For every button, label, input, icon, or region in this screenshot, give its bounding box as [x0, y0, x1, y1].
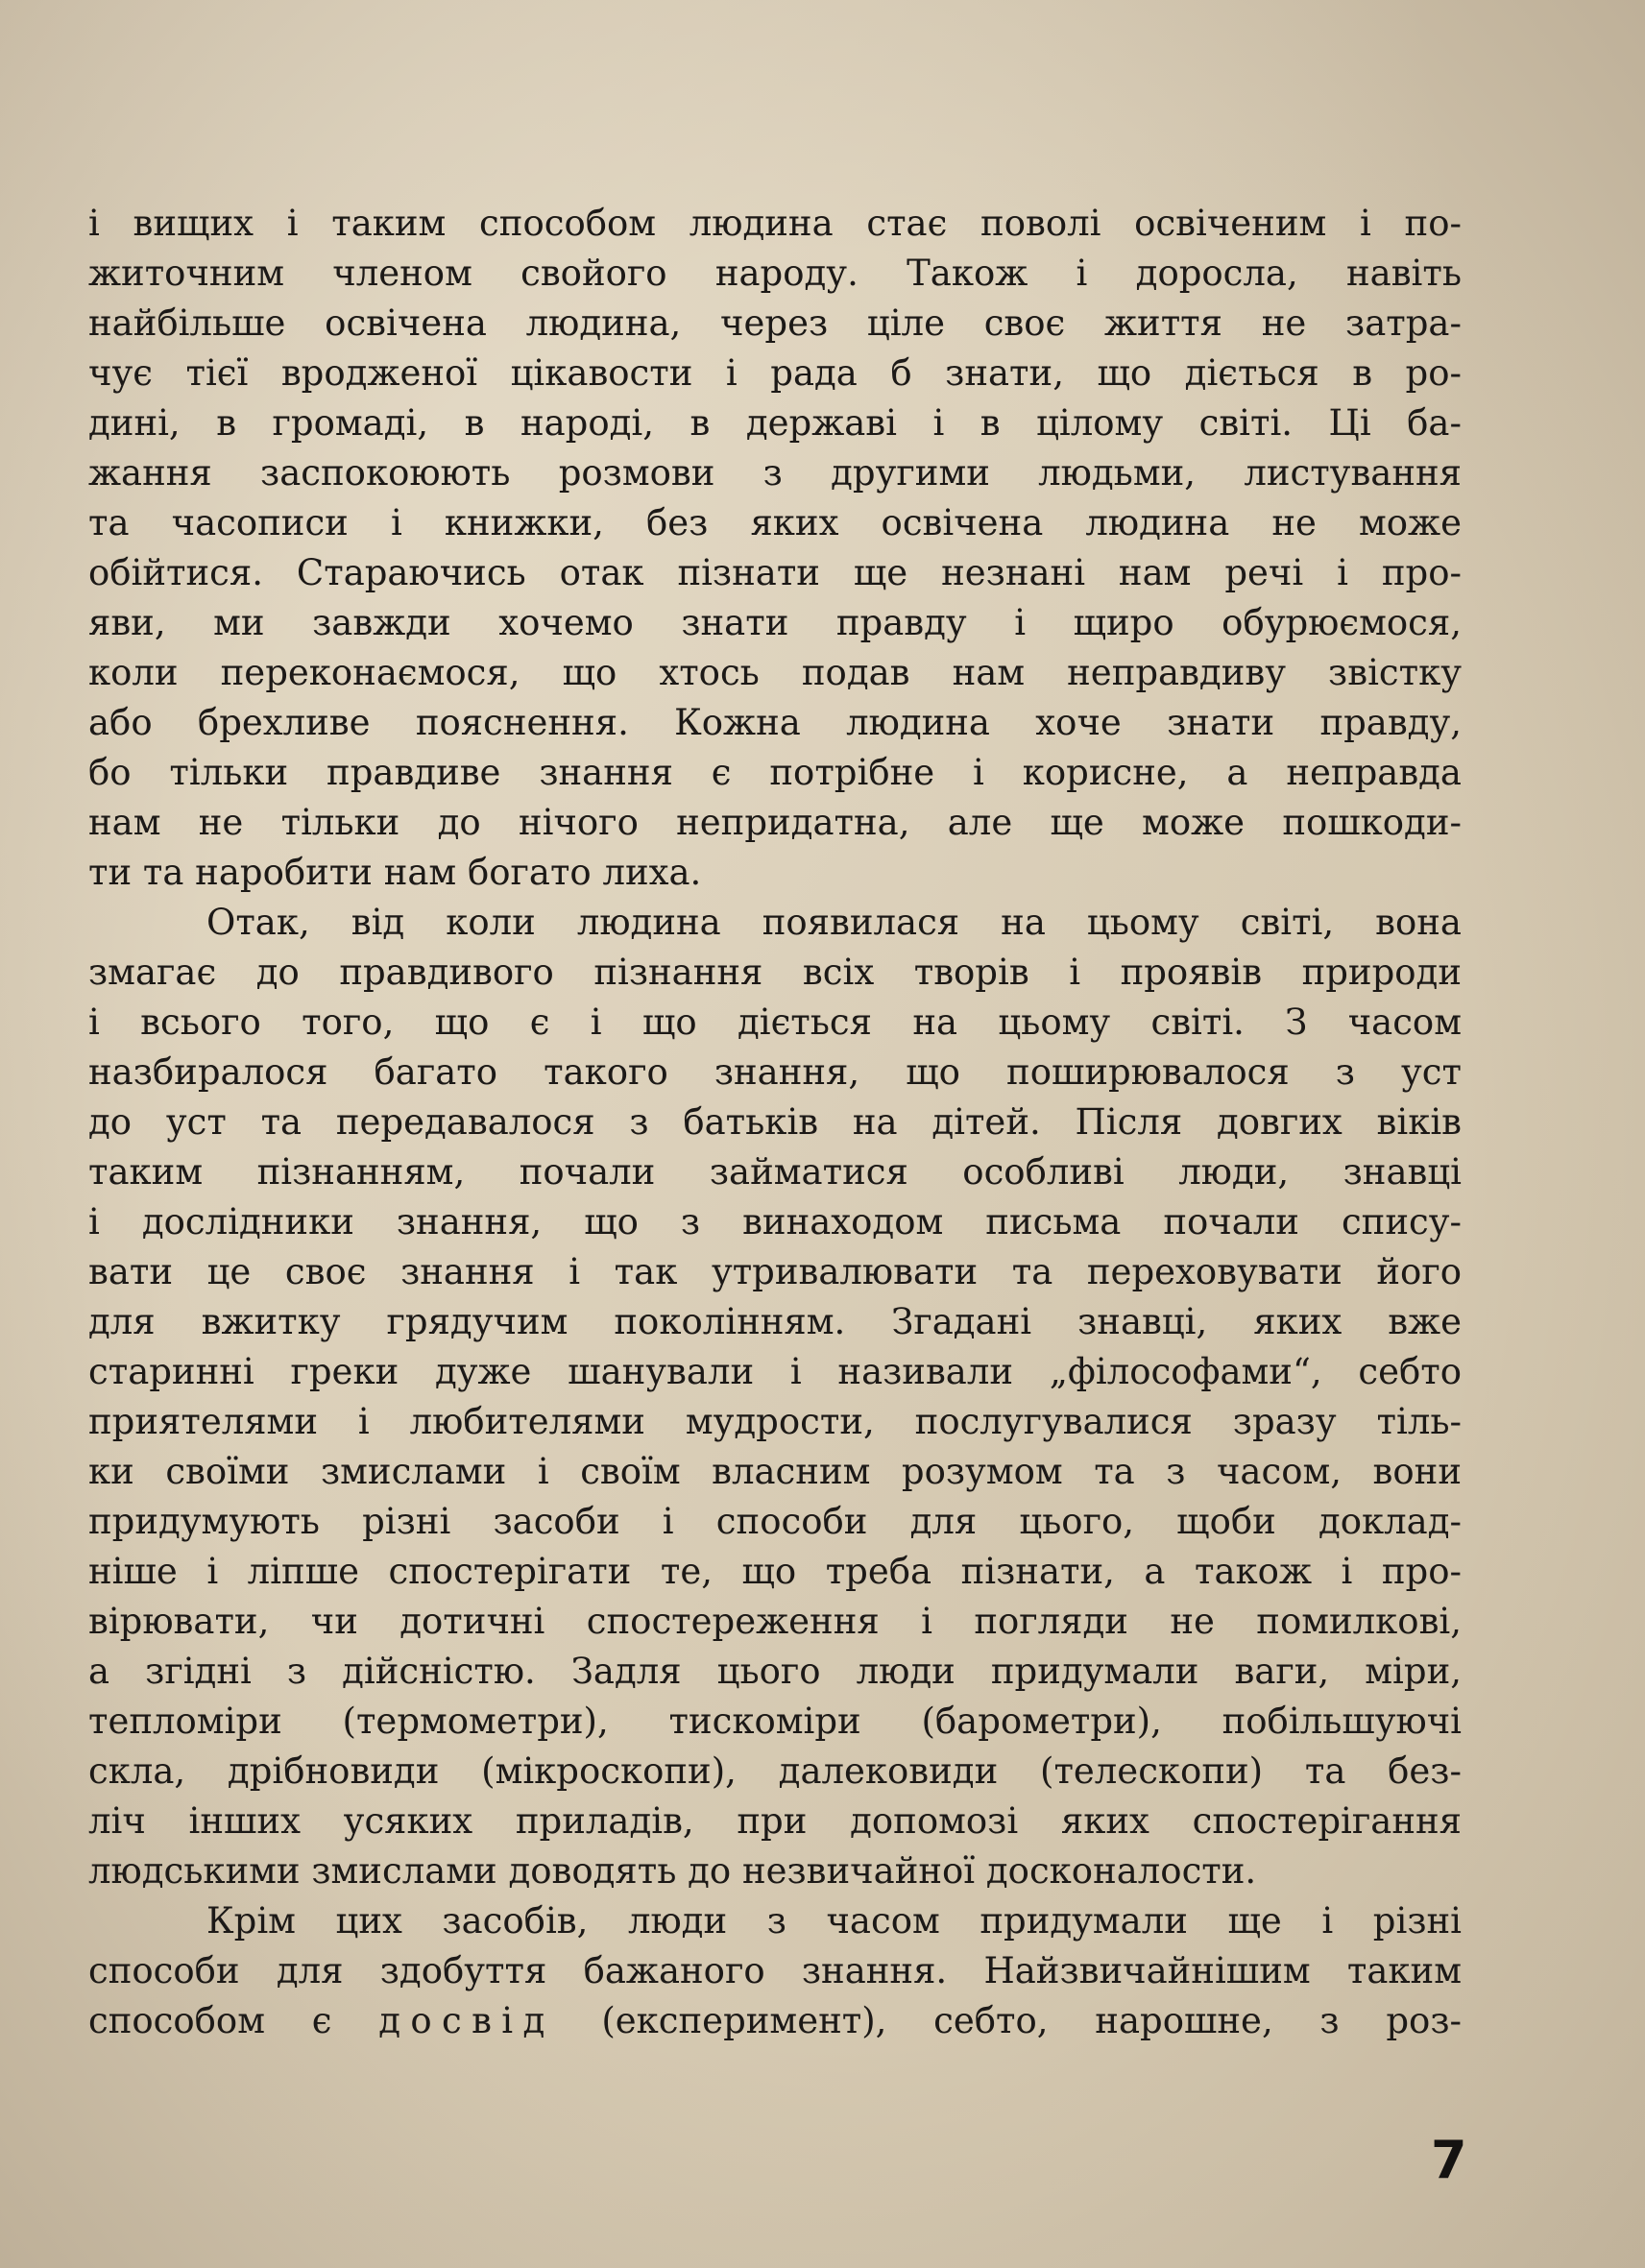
text-line: бо тільки правдиве знання є потрібне і корисне, а неправда: [88, 752, 1462, 793]
text-line: [88, 1996, 1462, 2046]
text-line: придумують різні засоби і способи для цього, щоби доклад-: [88, 1501, 1462, 1542]
text-line: тепломіри (термометри), тискоміри (барометри), побільшуючі: [88, 1701, 1462, 1742]
text-line: чує тієї вродженої цікавости і рада б знати, що діється в ро-: [88, 352, 1462, 394]
text-line: ти та наробити нам богато лиха.: [88, 852, 702, 893]
text-line: коли переконаємося, що хтось подав нам неправдиву звістку: [88, 652, 1462, 693]
text-line: та часописи і книжки, без яких освічена людина не може: [88, 502, 1462, 543]
text-fragment: способом є: [88, 2000, 332, 2041]
text-line: до уст та передавалося з батьків на дітей. Після довгих віків: [88, 1101, 1462, 1143]
text-line: Крім цих засобів, люди з часом придумали ще і різні: [206, 1900, 1462, 1942]
text-line: жання заспокоюють розмови з другими людьми, листування: [88, 452, 1462, 494]
text-line: і всього того, що є і що діється на цьому світі. З часом: [88, 1001, 1462, 1043]
text-line: або брехливе пояснення. Кожна людина хоче знати правду,: [88, 702, 1462, 743]
text-line: Отак, від коли людина появилася на цьому світі, вона: [206, 902, 1462, 943]
text-line: і дослідники знання, що з винаходом письма почали спису-: [88, 1201, 1462, 1243]
text-line: нам не тільки до нічого непридатна, але ще може пошкоди-: [88, 802, 1462, 843]
text-line: найбільше освічена людина, через ціле своє життя не затра-: [88, 302, 1462, 344]
text-line: скла, дрібновиди (мікроскопи), далековиди (телескопи) та без-: [88, 1750, 1462, 1792]
text-line: вірювати, чи дотичні спостереження і погляди не помилкові,: [88, 1601, 1462, 1642]
text-line: ніше і ліпше спостерігати те, що треба пізнати, а також і про-: [88, 1551, 1462, 1592]
text-line: таким пізнанням, почали займатися особливі люди, знавці: [88, 1151, 1462, 1193]
text-line: назбиралося багато такого знання, що поширювалося з уст: [88, 1051, 1462, 1093]
text-line: старинні греки дуже шанували і називали „філософами“, себто: [88, 1351, 1462, 1392]
text-line: дині, в громаді, в народі, в державі і в цілому світі. Ці ба-: [88, 402, 1462, 444]
text-line: а згідні з дійсністю. Задля цього люди придумали ваги, міри,: [88, 1651, 1462, 1692]
text-line: приятелями і любителями мудрости, послугувалися зразу тіль-: [88, 1401, 1462, 1442]
text-line: обійтися. Стараючись отак пізнати ще незнані нам речі і про-: [88, 552, 1462, 593]
page-number: 7: [1431, 2130, 1467, 2190]
text-line: ліч інших усяких приладів, при допомозі яких спостерігання: [88, 1800, 1462, 1842]
text-line: змагає до правдивого пізнання всіх творів і проявів природи: [88, 952, 1462, 993]
text-line: способи для здобуття бажаного знання. Найзвичайнішим таким: [88, 1950, 1462, 1991]
emphasized-term: досвід: [378, 2000, 555, 2041]
text-line: яви, ми завжди хочемо знати правду і щиро обурюємося,: [88, 602, 1462, 643]
text-line: людськими змислами доводять до незвичайної досконалости.: [88, 1850, 1257, 1892]
text-line: вати це своє знання і так утривалювати та переховувати його: [88, 1251, 1462, 1292]
text-line: житочним членом свойого народу. Також і доросла, навіть: [88, 253, 1462, 294]
text-line: ки своїми змислами і своїм власним розумом та з часом, вони: [88, 1451, 1462, 1492]
text-line: для вжитку грядучим поколінням. Згадані знавці, яких вже: [88, 1301, 1462, 1342]
text-fragment: (експеримент), себто, нарошне, з роз-: [601, 2000, 1462, 2041]
text-line: і вищих і таким способом людина стає поволі освіченим і по-: [88, 203, 1462, 244]
